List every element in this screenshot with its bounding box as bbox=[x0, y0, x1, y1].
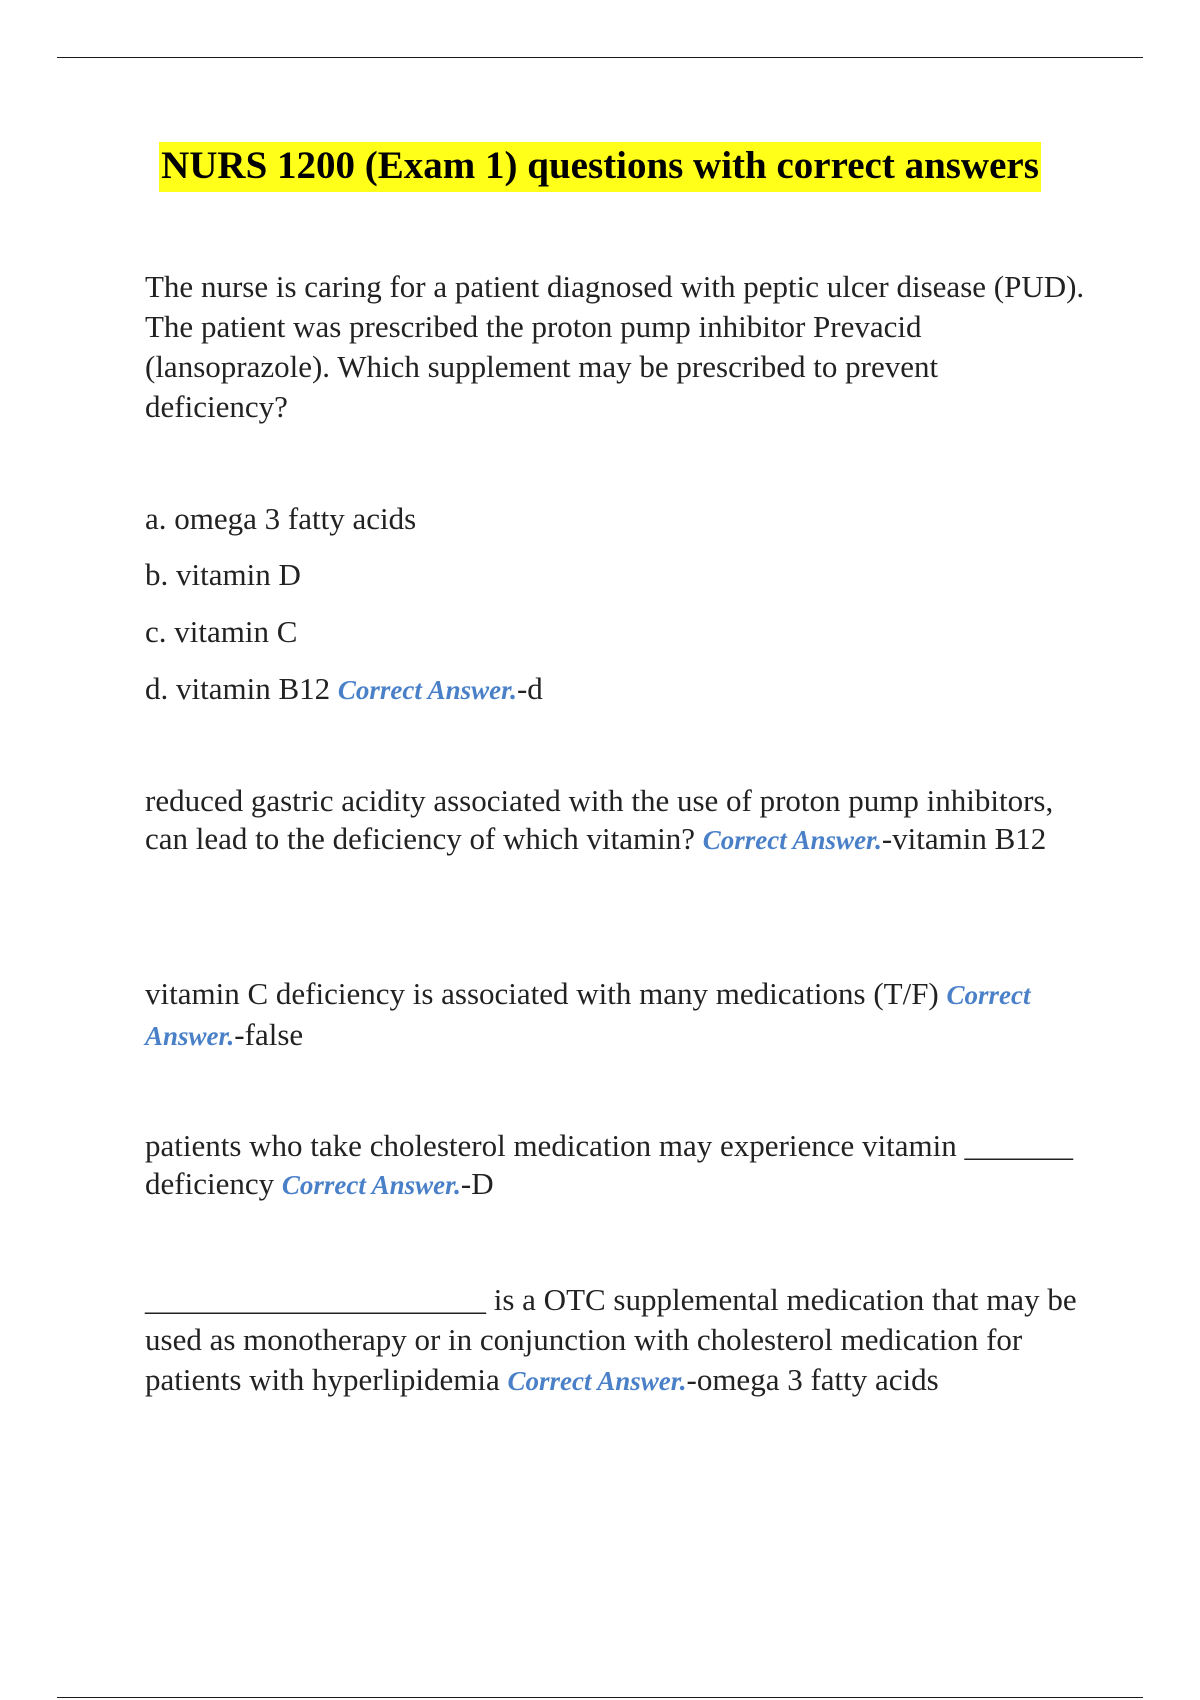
answer-value: -d bbox=[516, 671, 543, 706]
answer-label: Correct Answer. bbox=[337, 675, 517, 705]
bottom-rule bbox=[57, 1697, 1143, 1698]
answer-label: Correct Answer. bbox=[507, 1366, 687, 1396]
page-title: NURS 1200 (Exam 1) questions with correct answers bbox=[159, 142, 1041, 192]
question-5-text-after: is a OTC supplemental medication that may be used as monotherapy or in conjunction with cholesterol medication for patients with hyperlipidemia bbox=[145, 1282, 1077, 1397]
question-1-text: The nurse is caring for a patient diagnosed with peptic ulcer disease (PUD). The patient was prescribed the proton pump inhibitor Prevacid (lansoprazole). Which supplement may be prescribed to prevent deficiency? bbox=[145, 269, 1085, 424]
question-3 bbox=[145, 974, 1085, 1056]
option-a-text: a. omega 3 fatty acids bbox=[145, 501, 417, 536]
question-5 bbox=[145, 1280, 1085, 1401]
answer-value: -false bbox=[234, 1017, 304, 1052]
answer-label: Correct Answer. bbox=[702, 825, 882, 855]
answer-value: -omega 3 fatty acids bbox=[686, 1362, 939, 1397]
top-rule bbox=[57, 57, 1143, 58]
question-2-text: reduced gastric acidity associated with the use of proton pump inhibitors, can lead to the deficiency of which vitamin? bbox=[145, 783, 1054, 856]
question-2 bbox=[145, 782, 1085, 859]
question-1-option-a bbox=[145, 499, 1085, 539]
answer-value: -D bbox=[460, 1166, 494, 1201]
answer-label: Correct Answer. bbox=[281, 1170, 461, 1200]
answer-value: -vitamin B12 bbox=[881, 821, 1047, 856]
option-c-text: c. vitamin C bbox=[145, 614, 298, 649]
fill-in-blank: _______ bbox=[964, 1128, 1073, 1163]
question-1 bbox=[145, 267, 1085, 427]
option-b-text: b. vitamin D bbox=[145, 557, 301, 592]
question-4 bbox=[145, 1127, 1085, 1204]
question-1-option-d bbox=[145, 669, 1085, 710]
answer-label: Correct Answer. bbox=[145, 980, 1031, 1051]
question-4-text-before: patients who take cholesterol medication may experience vitamin bbox=[145, 1128, 957, 1163]
question-4-text-after: deficiency bbox=[145, 1166, 275, 1201]
question-3-text: vitamin C deficiency is associated with many medications (T/F) bbox=[145, 976, 939, 1011]
fill-in-blank: ______________________ bbox=[145, 1282, 486, 1317]
title-container bbox=[0, 142, 1200, 192]
question-1-option-c bbox=[145, 612, 1085, 652]
option-d-text: d. vitamin B12 bbox=[145, 671, 331, 706]
question-1-option-b bbox=[145, 555, 1085, 595]
